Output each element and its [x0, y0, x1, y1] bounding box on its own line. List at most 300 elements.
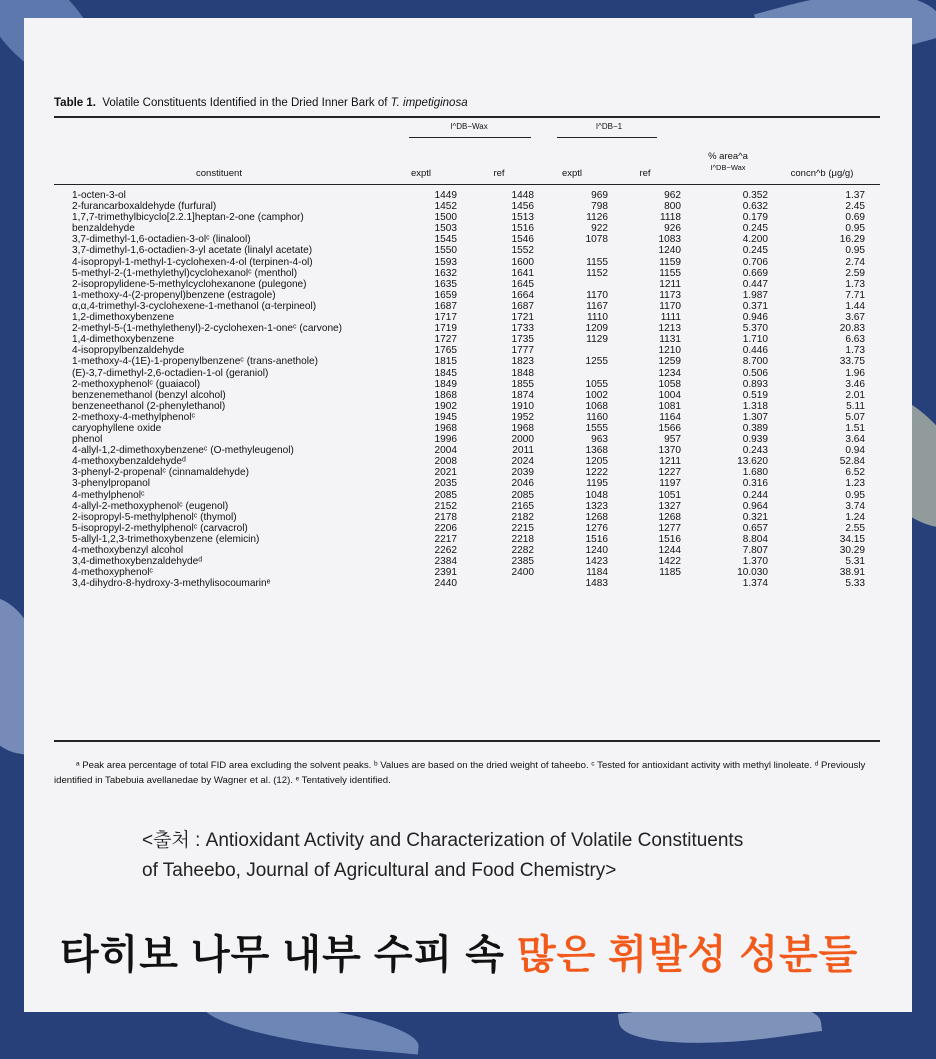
cell-db1-exptl: 1368 [585, 445, 608, 457]
cell-db1-ref: 957 [664, 434, 681, 446]
cell-concn: 5.33 [845, 578, 865, 590]
cell-constituent: benzaldehyde [72, 223, 135, 235]
cell-concn: 5.31 [845, 556, 865, 568]
table-row [54, 556, 880, 567]
cell-concn: 2.45 [845, 201, 865, 213]
cell-wax-ref: 1513 [511, 212, 534, 224]
cell-area: 0.939 [742, 434, 768, 446]
cell-constituent: 2-methoxyphenolᶜ (guaiacol) [72, 378, 201, 390]
cell-wax-exptl: 2262 [434, 545, 457, 556]
table-row [54, 301, 880, 312]
cell-wax-ref: 2182 [511, 511, 534, 523]
cell-area: 0.389 [742, 422, 768, 434]
cell-concn: 1.73 [845, 345, 865, 357]
cell-area: 0.669 [742, 267, 768, 279]
table-row [54, 379, 880, 390]
cell-constituent: α,α,4-trimethyl-3-cyclohexene-1-methanol (α-terpineol) [72, 300, 317, 312]
cell-wax-exptl: 1550 [434, 245, 457, 257]
cell-db1-ref: 1081 [658, 400, 681, 412]
cell-wax-exptl: 1593 [434, 256, 457, 268]
header-db1-ref: ref [639, 168, 651, 179]
cell-db1-exptl: 1276 [585, 522, 608, 534]
cell-wax-exptl: 2440 [434, 578, 457, 590]
cell-wax-ref: 1645 [511, 278, 534, 290]
cell-concn: 7.71 [845, 289, 865, 301]
table-row [54, 390, 880, 401]
cell-db1-exptl: 1126 [586, 212, 608, 224]
cell-concn: 34.15 [839, 533, 865, 545]
cell-concn: 0.95 [845, 489, 865, 501]
cell-constituent: 1,7,7-trimethylbicyclo[2.2.1]heptan-2-one (camphor) [72, 212, 304, 224]
cell-concn: 3.64 [845, 434, 865, 446]
cell-wax-exptl: 1968 [434, 422, 457, 434]
content-panel [24, 18, 912, 1012]
cell-area: 0.447 [742, 278, 768, 290]
table-row [54, 567, 880, 578]
table-body [54, 190, 880, 589]
cell-db1-exptl: 1048 [585, 489, 608, 501]
cell-concn: 0.69 [845, 212, 865, 224]
cell-concn: 3.74 [845, 500, 865, 512]
cell-constituent: phenol [72, 434, 103, 446]
cell-wax-exptl: 1868 [434, 389, 457, 401]
cell-concn: 52.84 [839, 456, 865, 468]
cell-area: 0.245 [742, 223, 768, 235]
table-row [54, 268, 880, 279]
cell-db1-ref: 1170 [659, 300, 681, 312]
header-wax-ref: ref [493, 168, 505, 179]
header-concn: concn^b (μg/g) [790, 168, 854, 179]
cell-wax-ref: 1968 [511, 422, 534, 434]
cell-constituent: 1,2-dimethoxybenzene [72, 312, 175, 324]
cell-constituent: 4-allyl-1,2-dimethoxybenzeneᶜ (O-methyleugenol) [72, 445, 294, 457]
cell-db1-ref: 1211 [659, 456, 681, 468]
cell-wax-ref: 1874 [511, 389, 534, 401]
cell-area: 1.710 [742, 334, 768, 346]
cell-db1-ref: 1234 [658, 367, 681, 379]
cell-db1-exptl: 1423 [585, 556, 608, 568]
cell-db1-ref: 1259 [658, 356, 681, 368]
table-bottom-rule [54, 740, 880, 742]
cell-area: 1.370 [742, 556, 768, 568]
cell-constituent: 4-isopropylbenzaldehyde [72, 345, 185, 357]
cell-db1-ref: 1244 [658, 545, 681, 556]
cell-db1-exptl: 1205 [585, 456, 608, 468]
cell-db1-ref: 1566 [658, 422, 681, 434]
cell-concn: 3.67 [845, 312, 865, 324]
cell-constituent: 3-phenyl-2-propenalᶜ (cinnamaldehyde) [72, 467, 249, 479]
cell-concn: 0.94 [845, 445, 865, 457]
cell-concn: 16.29 [839, 234, 865, 246]
cell-wax-exptl: 1902 [434, 400, 457, 412]
cell-constituent: 1,4-dimethoxybenzene [72, 334, 175, 346]
cell-area: 0.352 [742, 190, 768, 201]
cell-constituent: 4-allyl-2-methoxyphenolᶜ (eugenol) [72, 500, 229, 512]
cell-wax-exptl: 1727 [434, 334, 457, 346]
cell-wax-ref: 2218 [511, 533, 534, 545]
cell-db1-ref: 1118 [660, 212, 681, 224]
cell-db1-exptl: 1184 [586, 567, 608, 579]
cell-constituent: 4-methylphenolᶜ [72, 489, 145, 501]
header-area: % area^a [708, 151, 748, 162]
cell-area: 0.506 [742, 367, 768, 379]
cell-area: 4.200 [742, 234, 768, 246]
cell-db1-exptl: 969 [591, 190, 608, 201]
table-row [54, 478, 880, 489]
cell-area: 1.680 [742, 467, 768, 479]
cell-db1-exptl: 963 [591, 434, 608, 446]
cell-area: 8.700 [742, 356, 768, 368]
table-row [54, 201, 880, 212]
cell-wax-ref: 2024 [511, 456, 534, 468]
cell-wax-exptl: 1449 [434, 190, 457, 201]
cell-area: 0.179 [742, 212, 768, 224]
caption-plain: 타히보 나무 내부 수피 속 [60, 933, 517, 977]
table-row [54, 312, 880, 323]
cell-db1-exptl: 1483 [585, 578, 608, 590]
cell-concn: 6.52 [845, 467, 865, 479]
cell-wax-exptl: 2206 [434, 522, 457, 534]
cell-constituent: 2-furancarboxaldehyde (furfural) [72, 201, 217, 213]
cell-wax-ref: 1600 [511, 256, 534, 268]
header-area-sub: I^DB−Wax [710, 163, 746, 172]
cell-wax-ref: 1735 [511, 334, 534, 346]
cell-wax-exptl: 1945 [434, 411, 457, 423]
cell-db1-ref: 1058 [658, 378, 681, 390]
cell-wax-exptl: 1545 [434, 234, 457, 246]
cell-wax-exptl: 1849 [434, 378, 457, 390]
cell-db1-exptl: 1170 [586, 289, 608, 301]
table-row [54, 356, 880, 367]
cell-concn: 2.59 [845, 267, 865, 279]
cell-db1-exptl: 1155 [586, 256, 608, 268]
cell-db1-ref: 1211 [659, 278, 681, 290]
table-row [54, 368, 880, 379]
cell-wax-exptl: 1719 [434, 323, 457, 335]
cell-constituent: 1-methoxy-4-(2-propenyl)benzene (estragole) [72, 289, 276, 301]
cell-db1-exptl: 1268 [585, 511, 608, 523]
table-row [54, 190, 880, 201]
table-row [54, 445, 880, 456]
header-constituent: constituent [196, 168, 242, 179]
table-row [54, 490, 880, 501]
cell-db1-exptl: 1152 [586, 267, 608, 279]
cell-wax-ref: 2165 [511, 500, 534, 512]
cell-db1-exptl: 1323 [585, 500, 608, 512]
cell-db1-ref: 1268 [658, 511, 681, 523]
cell-concn: 5.11 [846, 400, 865, 412]
cell-wax-ref: 1552 [511, 245, 534, 257]
cell-db1-exptl: 1240 [585, 545, 608, 556]
table-row [54, 345, 880, 356]
table-row [54, 467, 880, 478]
cell-db1-exptl: 1160 [586, 411, 608, 423]
cell-area: 0.706 [742, 256, 768, 268]
cell-constituent: 3,7-dimethyl-1,6-octadien-3-olᶜ (linalool) [72, 234, 251, 246]
cell-concn: 1.96 [845, 367, 865, 379]
cell-db1-exptl: 1129 [586, 334, 608, 346]
cell-area: 0.245 [742, 245, 768, 257]
cell-constituent: 4-methoxyphenolᶜ [72, 567, 154, 579]
cell-db1-ref: 1004 [658, 389, 681, 401]
cell-wax-ref: 1448 [511, 190, 534, 201]
cell-concn: 2.01 [845, 389, 865, 401]
cell-constituent: benzenemethanol (benzyl alcohol) [72, 389, 226, 401]
cell-db1-exptl: 922 [591, 223, 608, 235]
cell-concn: 2.74 [845, 256, 865, 268]
source-line-2: of Taheebo, Journal of Agricultural and Food Chemistry> [142, 860, 617, 881]
cell-constituent: 2-isopropylidene-5-methylcyclohexanone (pulegone) [72, 278, 307, 290]
cell-area: 0.321 [742, 511, 768, 523]
cell-concn: 33.75 [839, 356, 865, 368]
table-row [54, 534, 880, 545]
cell-area: 0.519 [742, 389, 768, 401]
cell-wax-exptl: 2152 [434, 500, 457, 512]
table-row [54, 434, 880, 445]
cell-db1-ref: 1227 [658, 467, 681, 479]
cell-concn: 0.95 [845, 223, 865, 235]
cell-constituent: 2-methyl-5-(1-methylethenyl)-2-cyclohexen-1-oneᶜ (carvone) [72, 323, 343, 335]
cell-wax-ref: 2085 [511, 489, 534, 501]
cell-constituent: 5-allyl-1,2,3-trimethoxybenzene (elemicin) [72, 533, 260, 545]
cell-concn: 2.55 [845, 522, 865, 534]
cell-constituent: 1-methoxy-4-(1E)-1-propenylbenzeneᶜ (trans-anethole) [72, 356, 318, 368]
cell-wax-ref: 1910 [511, 400, 534, 412]
source-line-1: <출처 : Antioxidant Activity and Characterization of Volatile Constituents [142, 830, 744, 851]
cell-concn: 1.51 [845, 422, 865, 434]
cell-concn: 38.91 [839, 567, 865, 579]
cell-db1-ref: 1277 [658, 522, 681, 534]
cell-wax-ref: 1516 [511, 223, 534, 235]
cell-db1-exptl: 1209 [585, 323, 608, 335]
cell-wax-exptl: 1765 [434, 345, 457, 357]
cell-wax-ref: 2011 [512, 445, 534, 457]
cell-wax-ref: 1721 [511, 312, 534, 324]
cell-db1-ref: 1210 [658, 345, 681, 357]
cell-wax-exptl: 2035 [434, 478, 457, 490]
cell-wax-ref: 1855 [511, 378, 534, 390]
cell-constituent: 3-phenylpropanol [72, 478, 151, 490]
cell-area: 1.374 [742, 578, 768, 590]
table-row [54, 512, 880, 523]
cell-concn: 1.24 [845, 511, 865, 523]
cell-constituent: 3,4-dimethoxybenzaldehydeᵈ [72, 556, 203, 568]
cell-wax-exptl: 1503 [434, 223, 457, 235]
cell-area: 1.307 [742, 411, 768, 423]
cell-wax-exptl: 1632 [434, 267, 457, 279]
cell-wax-exptl: 2384 [434, 556, 457, 568]
cell-area: 7.807 [742, 545, 768, 556]
cell-wax-exptl: 1687 [434, 300, 457, 312]
cell-wax-ref: 1641 [511, 267, 534, 279]
cell-wax-ref: 2282 [511, 545, 534, 556]
cell-area: 0.446 [742, 345, 768, 357]
cell-wax-exptl: 1996 [434, 434, 457, 446]
cell-wax-exptl: 2004 [434, 445, 457, 457]
table-title: Table 1. Volatile Constituents Identified in the Dried Inner Bark of T. impetiginosa [54, 97, 468, 109]
cell-db1-ref: 926 [664, 223, 681, 235]
cell-concn: 1.37 [845, 190, 865, 201]
table-row [54, 578, 880, 589]
cell-wax-ref: 1777 [511, 345, 534, 357]
cell-db1-exptl: 1055 [585, 378, 608, 390]
cell-wax-ref: 1733 [511, 323, 534, 335]
cell-db1-exptl: 1555 [585, 422, 608, 434]
cell-area: 0.657 [742, 522, 768, 534]
table-row [54, 423, 880, 434]
cell-db1-ref: 1197 [659, 478, 681, 490]
cell-concn: 30.29 [839, 545, 865, 556]
cell-wax-ref: 2039 [511, 467, 534, 479]
cell-area: 1.987 [742, 289, 768, 301]
table-row [54, 334, 880, 345]
table-footnote: ᵃ Peak area percentage of total FID area excluding the solvent peaks. ᵇ Values are based on the dried weight of taheebo. ᶜ Tested for antioxidant activity with methyl linoleate. ᵈ Previously identified in Tabebuia avellanedae by Wagner et al. (12). ᵉ Tentatively identified. [54, 760, 866, 786]
cell-constituent: benzeneethanol (2-phenylethanol) [72, 400, 226, 412]
cell-constituent: 5-methyl-2-(1-methylethyl)cyclohexanolᶜ (menthol) [72, 267, 298, 279]
table-row [54, 257, 880, 268]
cell-constituent: 3,4-dihydro-8-hydroxy-3-methylisocoumarinᵉ [72, 578, 271, 590]
cell-wax-ref: 1546 [511, 234, 534, 246]
cell-constituent: caryophyllene oxide [72, 422, 162, 434]
cell-concn: 3.46 [845, 378, 865, 390]
cell-constituent: 5-isopropyl-2-methylphenolᶜ (carvacrol) [72, 522, 248, 534]
cell-constituent: 2-methoxy-4-methylphenolᶜ [72, 411, 196, 423]
cell-area: 0.316 [742, 478, 768, 490]
cell-db1-ref: 1213 [658, 323, 681, 335]
cell-area: 0.371 [742, 300, 768, 312]
cell-area: 0.244 [742, 489, 768, 501]
cell-wax-ref: 1456 [511, 201, 534, 213]
cell-area: 1.318 [742, 400, 768, 412]
cell-db1-ref: 1164 [659, 411, 681, 423]
table-row [54, 501, 880, 512]
caption-highlight: 많은 휘발성 성분들 [516, 933, 859, 977]
cell-constituent: 4-methoxybenzyl alcohol [72, 545, 184, 556]
cell-wax-exptl: 1635 [434, 278, 457, 290]
cell-concn: 6.63 [845, 334, 865, 346]
cell-concn: 1.23 [845, 478, 865, 490]
cell-wax-exptl: 2217 [434, 533, 457, 545]
table-row [54, 290, 880, 301]
cell-wax-exptl: 2178 [434, 511, 457, 523]
table-row [54, 401, 880, 412]
cell-wax-exptl: 1815 [434, 356, 457, 368]
header-group-wax-line [409, 137, 531, 138]
cell-wax-exptl: 1845 [434, 367, 457, 379]
cell-wax-exptl: 1500 [434, 212, 457, 224]
cell-area: 8.804 [742, 533, 768, 545]
header-group-db1: I^DB−1 [595, 122, 623, 131]
cell-db1-exptl: 1516 [585, 533, 608, 545]
cell-wax-ref: 2215 [511, 522, 534, 534]
cell-wax-ref: 1664 [511, 289, 534, 301]
cell-db1-ref: 1131 [659, 334, 681, 346]
table-row [54, 234, 880, 245]
header-group-wax: I^DB−Wax [450, 122, 488, 131]
cell-db1-exptl: 1222 [585, 467, 608, 479]
cell-wax-ref: 2000 [511, 434, 534, 446]
cell-wax-exptl: 1659 [434, 289, 457, 301]
cell-wax-ref: 1823 [511, 356, 534, 368]
table-row [54, 223, 880, 234]
cell-db1-ref: 1111 [660, 312, 681, 324]
cell-constituent: 4-methoxybenzaldehydeᵈ [72, 456, 186, 468]
cell-wax-exptl: 2391 [434, 567, 457, 579]
cell-db1-ref: 1240 [658, 245, 681, 257]
cell-area: 5.370 [742, 323, 768, 335]
cell-area: 10.030 [737, 567, 768, 579]
cell-constituent: 1-octen-3-ol [72, 190, 126, 201]
cell-constituent: 3,7-dimethyl-1,6-octadien-3-yl acetate (linalyl acetate) [72, 245, 313, 257]
cell-db1-exptl: 1078 [585, 234, 608, 246]
table-row [54, 245, 880, 256]
cell-db1-exptl: 798 [591, 201, 608, 213]
cell-wax-exptl: 1717 [434, 312, 457, 324]
table-top-rule [54, 116, 880, 118]
cell-db1-ref: 1516 [658, 533, 681, 545]
cell-db1-ref: 1155 [659, 267, 681, 279]
header-db1-exptl: exptl [561, 168, 583, 179]
cell-concn: 20.83 [839, 323, 865, 335]
cell-concn: 0.95 [845, 245, 865, 257]
table-row [54, 212, 880, 223]
cell-wax-ref: 1848 [511, 367, 534, 379]
cell-db1-exptl: 1002 [585, 389, 608, 401]
cell-constituent: 4-isopropyl-1-methyl-1-cyclohexen-4-ol (terpinen-4-ol) [72, 256, 313, 268]
cell-constituent: (E)-3,7-dimethyl-2,6-octadien-1-ol (geraniol) [72, 367, 269, 379]
cell-db1-ref: 1327 [658, 500, 681, 512]
cell-concn: 1.44 [845, 300, 865, 312]
cell-area: 0.946 [742, 312, 768, 324]
cell-db1-ref: 1185 [659, 567, 681, 579]
page-caption [60, 923, 930, 980]
source-citation [142, 826, 862, 886]
cell-area: 0.632 [742, 201, 768, 213]
cell-db1-ref: 1159 [659, 256, 681, 268]
cell-wax-exptl: 2008 [434, 456, 457, 468]
cell-area: 0.893 [742, 378, 768, 390]
cell-area: 13.620 [737, 456, 768, 468]
cell-db1-exptl: 1195 [586, 478, 608, 490]
header-wax-exptl: exptl [410, 168, 432, 179]
table-row [54, 412, 880, 423]
cell-wax-exptl: 2021 [434, 467, 457, 479]
cell-db1-ref: 1051 [658, 489, 681, 501]
cell-area: 0.243 [742, 445, 768, 457]
cell-db1-exptl: 1255 [585, 356, 608, 368]
cell-wax-ref: 1687 [511, 300, 534, 312]
cell-db1-ref: 1370 [658, 445, 681, 457]
cell-wax-exptl: 1452 [434, 201, 457, 213]
cell-db1-ref: 1083 [658, 234, 681, 246]
table-row [54, 279, 880, 290]
cell-concn: 1.73 [845, 278, 865, 290]
cell-wax-ref: 2046 [511, 478, 534, 490]
cell-db1-exptl: 1068 [585, 400, 608, 412]
cell-db1-ref: 962 [664, 190, 681, 201]
cell-db1-ref: 1173 [659, 289, 681, 301]
cell-wax-ref: 2400 [511, 567, 534, 579]
cell-db1-exptl: 1110 [587, 312, 608, 324]
cell-wax-ref: 1952 [511, 411, 534, 423]
cell-db1-ref: 800 [664, 201, 681, 213]
table-row [54, 523, 880, 534]
header-group-db1-line [557, 137, 657, 138]
cell-concn: 5.07 [845, 411, 865, 423]
cell-wax-ref: 2385 [511, 556, 534, 568]
table-row [54, 323, 880, 334]
cell-db1-ref: 1422 [658, 556, 681, 568]
